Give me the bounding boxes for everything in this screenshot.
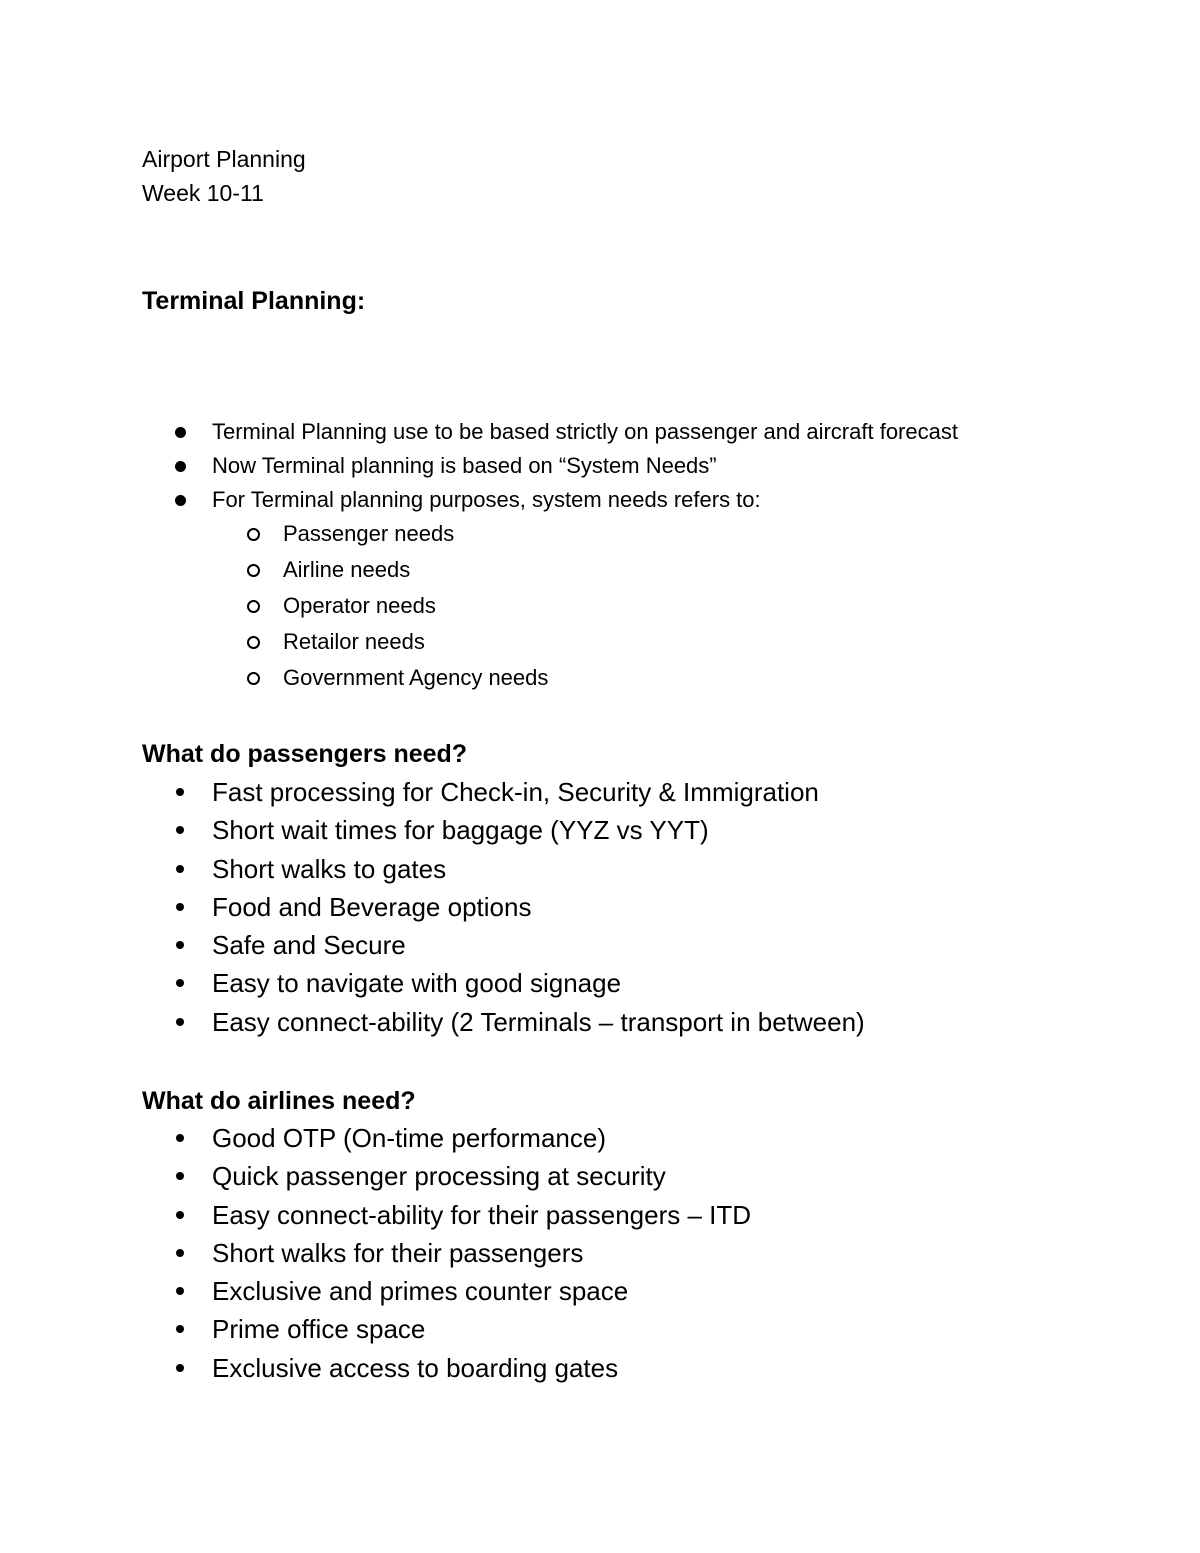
list-item: Short walks to gates <box>142 850 865 888</box>
bullet-dot-icon <box>176 1287 184 1295</box>
list-item: Passenger needs <box>142 516 548 552</box>
bullet-dot-icon <box>176 1018 184 1026</box>
bullet-dot-icon <box>176 979 184 987</box>
list-item: Fast processing for Check-in, Security & Immigration <box>142 773 865 811</box>
bullet-circle-icon <box>247 636 260 649</box>
list-item: Easy to navigate with good signage <box>142 964 865 1002</box>
list-item: Food and Beverage options <box>142 888 865 926</box>
bullet-dot-icon <box>176 865 184 873</box>
bullet-circle-icon <box>247 672 260 685</box>
list-item: Exclusive and primes counter space <box>142 1272 751 1310</box>
week-label: Week 10-11 <box>142 180 264 206</box>
list-item: Prime office space <box>142 1310 751 1348</box>
list-item: Retailor needs <box>142 624 548 660</box>
terminal-planning-list <box>142 415 958 517</box>
heading-passengers-need: What do passengers need? <box>142 740 468 768</box>
list-item: Short wait times for baggage (YYZ vs YYT) <box>142 811 865 849</box>
bullet-dot-icon <box>176 1249 184 1257</box>
bullet-dot-icon <box>176 1325 184 1333</box>
list-item: Terminal Planning use to be based strictly on passenger and aircraft forecast <box>142 415 958 449</box>
heading-terminal-planning: Terminal Planning: <box>142 287 366 315</box>
bullet-dot-icon <box>175 427 186 438</box>
bullet-dot-icon <box>176 788 184 796</box>
list-item: Good OTP (On-time performance) <box>142 1119 751 1157</box>
list-item: Government Agency needs <box>142 660 548 696</box>
bullet-circle-icon <box>247 600 260 613</box>
bullet-dot-icon <box>175 461 186 472</box>
system-needs-sublist <box>142 516 548 696</box>
bullet-dot-icon <box>176 1211 184 1219</box>
bullet-circle-icon <box>247 564 260 577</box>
list-item: Short walks for their passengers <box>142 1234 751 1272</box>
list-item: Operator needs <box>142 588 548 624</box>
list-item: Safe and Secure <box>142 926 865 964</box>
bullet-circle-icon <box>247 528 260 541</box>
list-item: Now Terminal planning is based on “System Needs” <box>142 449 958 483</box>
list-item: Quick passenger processing at security <box>142 1157 751 1195</box>
list-item: Exclusive access to boarding gates <box>142 1349 751 1387</box>
list-item: For Terminal planning purposes, system needs refers to: <box>142 483 958 517</box>
bullet-dot-icon <box>176 826 184 834</box>
bullet-dot-icon <box>176 903 184 911</box>
list-item: Easy connect-ability (2 Terminals – transport in between) <box>142 1003 865 1041</box>
passengers-need-list <box>142 773 865 1041</box>
airlines-need-list <box>142 1119 751 1387</box>
bullet-dot-icon <box>176 1172 184 1180</box>
bullet-dot-icon <box>176 941 184 949</box>
heading-airlines-need: What do airlines need? <box>142 1087 416 1115</box>
bullet-dot-icon <box>176 1364 184 1372</box>
course-title: Airport Planning <box>142 146 306 172</box>
bullet-dot-icon <box>175 495 186 506</box>
list-item: Airline needs <box>142 552 548 588</box>
bullet-dot-icon <box>176 1134 184 1142</box>
list-item: Easy connect-ability for their passengers – ITD <box>142 1196 751 1234</box>
